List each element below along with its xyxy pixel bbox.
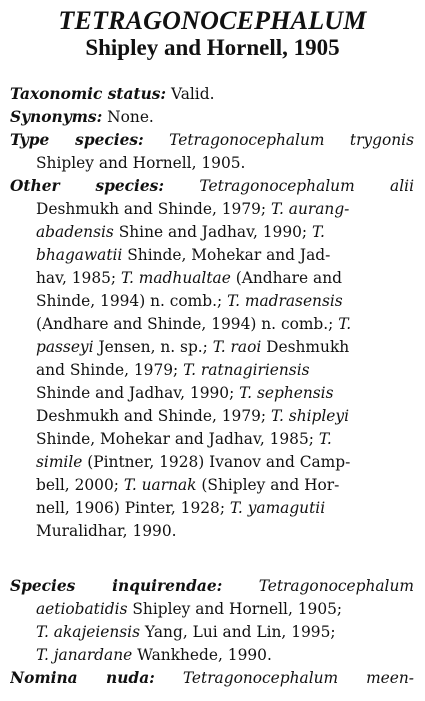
authority-text: Deshmukh	[261, 338, 350, 356]
taxonomic-status-label: Taxonomic status:	[10, 85, 167, 103]
authority-text: (Shipley and Hor-	[196, 476, 340, 494]
taxonomic-status-value: Valid.	[166, 85, 215, 103]
type-species-label: Type species:	[10, 131, 144, 149]
taxonomic-status-entry	[10, 83, 414, 106]
species-name: bhagawatii	[36, 246, 123, 264]
authority-text: Deshmukh and Shinde, 1979;	[36, 407, 272, 425]
other-species-label: Other species:	[10, 177, 165, 195]
species-name: Tetragonocephalum alii	[199, 177, 414, 195]
authority-text: Shinde, Mohekar and Jad-	[122, 246, 331, 264]
species-name: T. janardane	[36, 646, 133, 664]
species-inquirendae-label: Species inquirendae:	[10, 577, 223, 595]
authority-text: Shine and Jadhav, 1990;	[113, 223, 312, 241]
species-name: Tetragonocephalum	[258, 577, 414, 595]
nomina-nuda-entry	[10, 667, 414, 690]
species-name: T. sephensis	[239, 384, 334, 402]
authority-text: Deshmukh and Shinde, 1979;	[36, 200, 272, 218]
species-name: T. madrasensis	[227, 292, 343, 310]
species-name: T. aurang-	[271, 200, 350, 218]
synonyms-entry	[10, 106, 414, 129]
species-name: simile	[36, 453, 83, 471]
genus-title: TETRAGONOCEPHALUM	[58, 6, 367, 35]
authority-text: Shinde and Jadhav, 1990;	[36, 384, 240, 402]
species-name: abadensis	[36, 223, 114, 241]
species-name: T. akajeiensis	[36, 623, 141, 641]
authority-text: Shinde, Mohekar and Jadhav, 1985;	[36, 430, 319, 448]
authority-text: nell, 1906) Pinter, 1928;	[36, 499, 230, 517]
species-name: T. madhualtae	[121, 269, 231, 287]
species-name: passeyi	[36, 338, 94, 356]
species-inquirendae-entry	[10, 575, 414, 667]
authority-text: Jensen, n. sp.;	[93, 338, 213, 356]
synonyms-label: Synonyms:	[10, 108, 103, 126]
synonyms-value: None.	[102, 108, 154, 126]
species-name: T.	[312, 223, 325, 241]
species-name: Tetragonocephalum trygonis	[169, 131, 414, 149]
species-name: T. raoi	[212, 338, 262, 356]
authority-text: Yang, Lui and Lin, 1995;	[140, 623, 336, 641]
species-name: T.	[318, 430, 332, 448]
authority-text: Shinde, 1994) n. comb.;	[36, 292, 228, 310]
species-name: T. ratnagiriensis	[183, 361, 310, 379]
species-name: T. yamagutii	[229, 499, 326, 517]
type-species-authority: Shipley and Hornell, 1905.	[36, 154, 246, 172]
authority-text: (Pintner, 1928) Ivanov and Camp-	[82, 453, 351, 471]
authority-text: (Andhare and	[230, 269, 342, 287]
authority-text: Shipley and Hornell, 1905;	[127, 600, 343, 618]
species-name: T. shipleyi	[271, 407, 350, 425]
authority-text: bell, 2000;	[36, 476, 124, 494]
type-species-entry	[10, 129, 414, 175]
species-name: aetiobatidis	[36, 600, 128, 618]
authority-text: (Andhare and Shinde, 1994) n. comb.;	[36, 315, 339, 333]
species-name: T. uarnak	[123, 476, 197, 494]
nomina-nuda-label: Nomina nuda:	[10, 669, 155, 687]
authority-text: and Shinde, 1979;	[36, 361, 184, 379]
genus-authority: Shipley and Hornell, 1905	[85, 35, 340, 60]
other-species-entry	[10, 175, 414, 543]
species-name: T.	[338, 315, 352, 333]
authority-text: Muralidhar, 1990.	[36, 522, 177, 540]
species-name: Tetragonocephalum meen-	[182, 669, 414, 687]
authority-text: Wankhede, 1990.	[132, 646, 272, 664]
authority-text: hav, 1985;	[36, 269, 121, 287]
